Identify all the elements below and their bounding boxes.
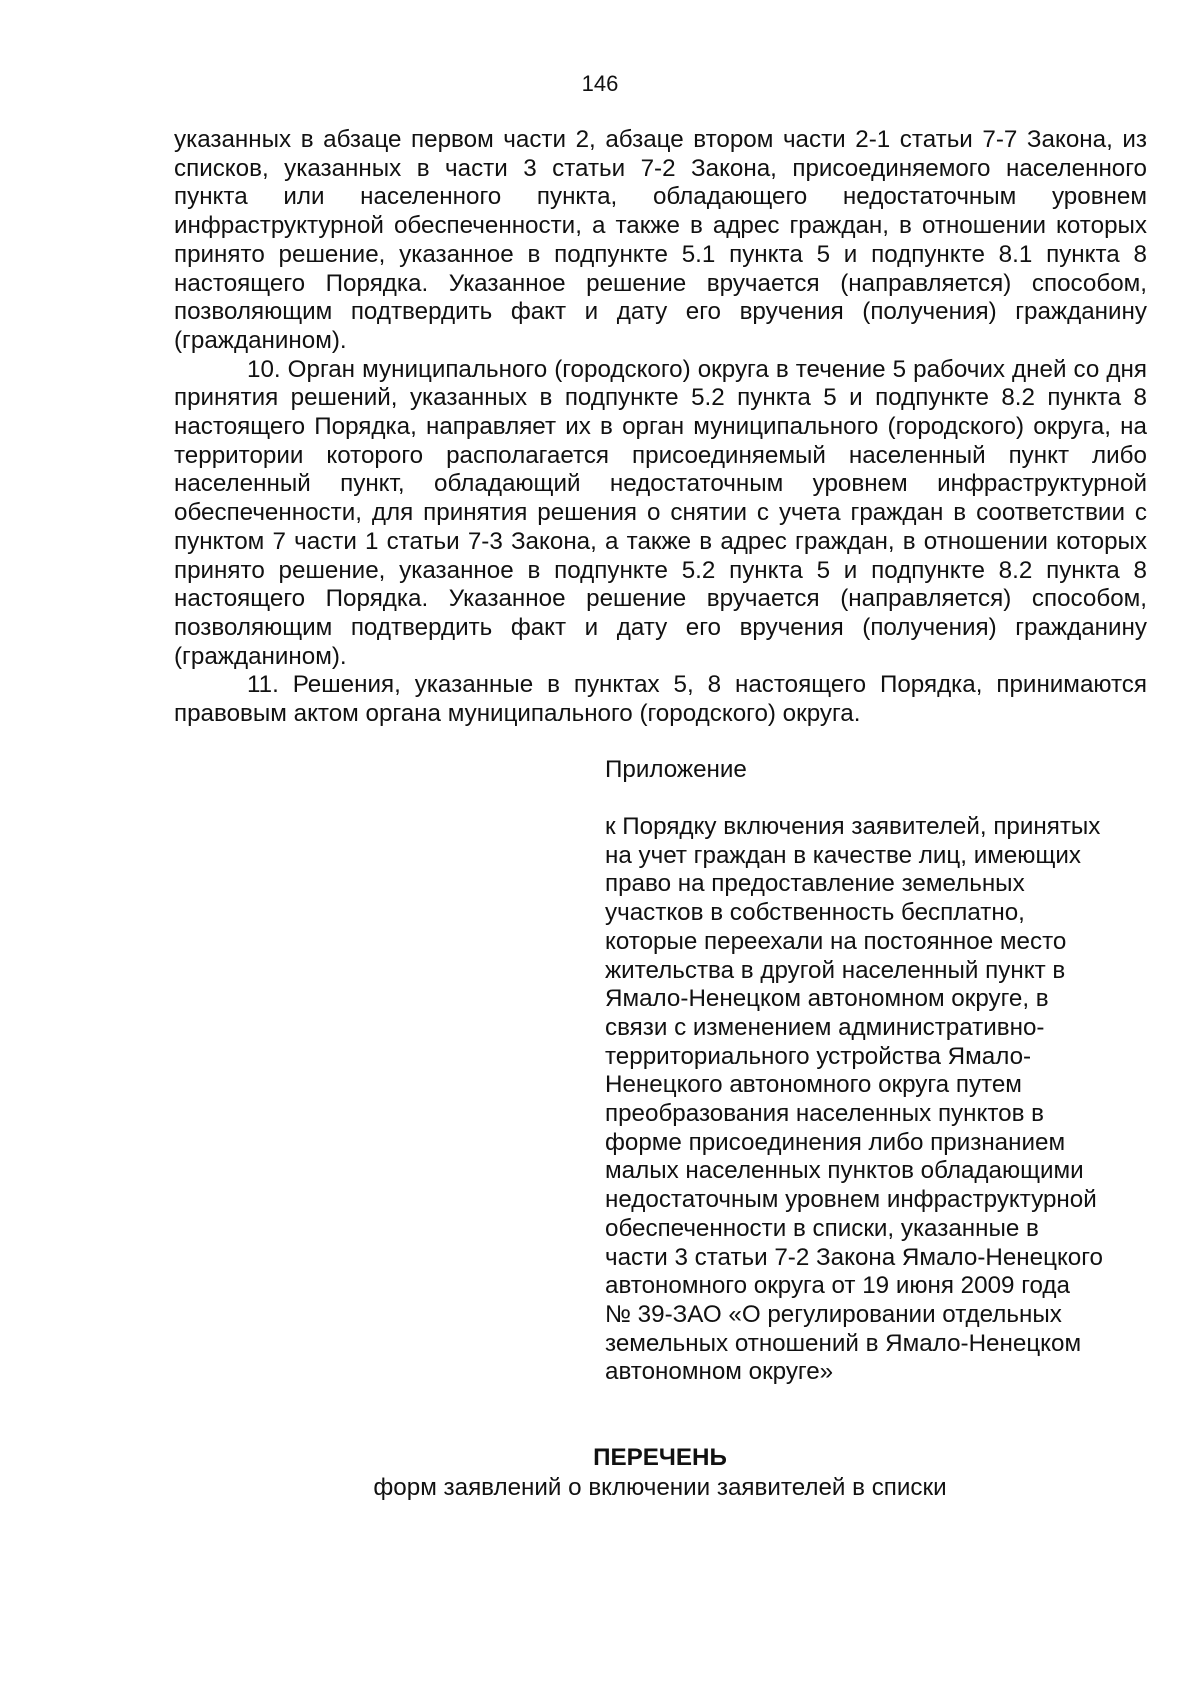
appendix-line: малых населенных пунктов обладающими xyxy=(605,1157,1084,1185)
paragraph-continuation: указанных в абзаце первом части 2, абзаце втором части 2-1 статьи 7-7 Закона, из списков, указанных в части 3 статьи 7-2 Закона, присоединяемого населенного пункта или населенного пункта, обладающего недостаточным уровнем инфраструктурной обеспеченности, а также в адрес граждан, в отношении которых принято решение, указанное в подпункте 5.1 пункта 5 и подпункте 8.1 пункта 8 настоящего Порядка. Указанное решение вручается (направляется) способом, позволяющим подтвердить факт и дату его вручения (получения) гражданину (гражданином). xyxy=(174,126,1147,354)
appendix-line: к Порядку включения заявителей, принятых xyxy=(605,813,1101,840)
appendix-line: автономном округе» xyxy=(605,1358,834,1386)
list-heading-title: ПЕРЕЧЕНЬ xyxy=(593,1444,727,1471)
paragraph-11: 11. Решения, указанные в пунктах 5, 8 настоящего Порядка, принимаются правовым актом органа муниципального (городского) округа. xyxy=(174,671,1147,728)
appendix-line: земельных отношений в Ямало-Ненецком xyxy=(605,1329,1082,1357)
page-number: 146 xyxy=(581,71,619,96)
appendix-line: Ненецкого автономного округа путем xyxy=(605,1071,1022,1099)
appendix-line: недостаточным уровнем инфраструктурной xyxy=(605,1186,1097,1214)
appendix-line: преобразования населенных пунктов в xyxy=(605,1100,1045,1128)
appendix-line: части 3 статьи 7-2 Закона Ямало-Ненецкого xyxy=(605,1243,1104,1271)
appendix-line: территориального устройства Ямало- xyxy=(605,1042,1032,1070)
appendix-line: Ямало-Ненецком автономном округе, в xyxy=(605,985,1049,1013)
appendix-line: № 39-ЗАО «О регулировании отдельных xyxy=(605,1300,1062,1328)
appendix-line: которые переехали на постоянное место xyxy=(605,927,1067,955)
appendix-line: участков в собственность бесплатно, xyxy=(605,899,1025,927)
appendix-title: Приложение xyxy=(605,756,747,783)
appendix-line: право на предоставление земельных xyxy=(605,870,1025,898)
appendix-line: связи с изменением административно- xyxy=(605,1013,1045,1041)
appendix-line: автономного округа от 19 июня 2009 года xyxy=(605,1272,1070,1300)
body-text xyxy=(174,126,1147,729)
appendix-description xyxy=(605,813,1165,1387)
appendix-line: на учет граждан в качестве лиц, имеющих xyxy=(605,841,1081,869)
appendix-line: форме присоединения либо признанием xyxy=(605,1128,1066,1156)
list-heading-subtitle: форм заявлений о включении заявителей в списки xyxy=(373,1474,947,1501)
appendix-line: обеспеченности в списки, указанные в xyxy=(605,1214,1039,1242)
appendix-line: жительства в другой населенный пункт в xyxy=(605,956,1066,984)
paragraph-10: 10. Орган муниципального (городского) округа в течение 5 рабочих дней со дня принятия решений, указанных в подпункте 5.2 пункта 5 и подпункте 8.2 пункта 8 настоящего Порядка, направляет их в орган муниципального (городского) округа, на территории которого располагается присоединяемый населенный пункт либо населенный пункт, обладающий недостаточным уровнем инфраструктурной обеспеченности, для принятия решения о снятии с учета граждан в соответствии с пунктом 7 части 1 статьи 7-3 Закона, а также в адрес граждан, в отношении которых принято решение, указанное в подпункте 5.2 пункта 5 и подпункте 8.2 пункта 8 настоящего Порядка. Указанное решение вручается (направляется) способом, позволяющим подтвердить факт и дату его вручения (получения) гражданину (гражданином). xyxy=(174,355,1147,670)
